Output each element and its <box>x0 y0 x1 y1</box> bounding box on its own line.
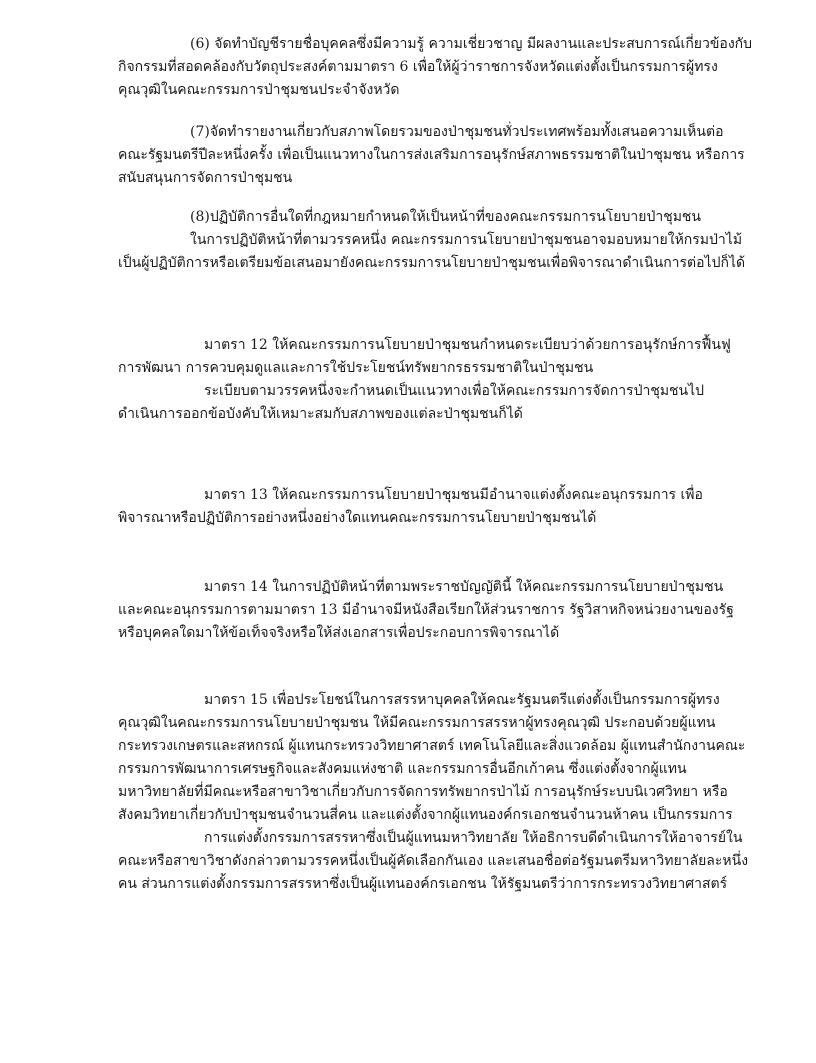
text-line: มหาวิทยาลัยที่มีคณะหรือสาขาวิชาเกี่ยวกับการจัดการทรัพยากรป่าไม้ การอนุรักษ์ระบบนิเวศวิทยา หรือ <box>118 784 728 800</box>
section-12 <box>118 334 758 426</box>
text-line: สนับสนุนการจัดการป่าชุมชน <box>118 170 293 186</box>
text-line: มาตรา 14 ในการปฏิบัติหน้าที่ตามพระราชบัญญัตินี้ ให้คณะกรรมการนโยบายป่าชุมชน <box>204 579 724 595</box>
text-line: พิจารณาหรือปฏิบัติการอย่างหนึ่งอย่างใดแทนคณะกรรมการนโยบายป่าชุมชนได้ <box>118 510 597 526</box>
text-line: และคณะอนุกรรมการตามมาตรา 13 มีอำนาจมีหนังสือเรียกให้ส่วนราชการ รัฐวิสาหกิจหน่วยงานของรัฐ <box>118 602 734 618</box>
section-13 <box>118 484 758 530</box>
text-line: คณะหรือสาขาวิชาดังกล่าวตามวรรคหนึ่งเป็นผู้คัดเลือกกันเอง และเสนอชื่อต่อรัฐมนตรีมหาวิทยาลัยละหนึ่ง <box>118 853 749 869</box>
text-line: เป็นผู้ปฏิบัติการหรือเตรียมข้อเสนอมายังคณะกรรมการนโยบายป่าชุมชนเพื่อพิจารณาดำเนินการต่อไปก็ได้ <box>118 255 746 271</box>
section-14 <box>118 576 758 645</box>
text-line: คณะรัฐมนตรีปีละหนึ่งครั้ง เพื่อเป็นแนวทางในการส่งเสริมการอนุรักษ์สภาพธรรมชาติในป่าชุมชน หรือการ <box>118 147 745 163</box>
text-line: มาตรา 15 เพื่อประโยชน์ในการสรรหาบุคคลให้คณะรัฐมนตรีแต่งตั้งเป็นกรรมการผู้ทรง <box>204 692 720 708</box>
clause-7 <box>118 121 758 190</box>
text-line: ในการปฏิบัติหน้าที่ตามวรรคหนึ่ง คณะกรรมการนโยบายป่าชุมชนอาจมอบหมายให้กรมป่าไม้ <box>190 232 743 248</box>
text-line: ดำเนินการออกข้อบังคับให้เหมาะสมกับสภาพของแต่ละป่าชุมชนก็ได้ <box>118 406 523 422</box>
text-line: คุณวุฒิในคณะกรรมการป่าชุมชนประจำจังหวัด <box>118 82 400 98</box>
text-line: การแต่งตั้งกรรมการสรรหาซึ่งเป็นผู้แทนมหาวิทยาลัย ให้อธิการบดีดำเนินการให้อาจารย์ใน <box>204 830 743 846</box>
text-line: มาตรา 13 ให้คณะกรรมการนโยบายป่าชุมชนมีอำนาจแต่งตั้งคณะอนุกรรมการ เพื่อ <box>204 487 703 503</box>
text-line: มาตรา 12 ให้คณะกรรมการนโยบายป่าชุมชนกำหนดระเบียบว่าด้วยการอนุรักษ์การฟื้นฟู <box>204 337 731 353</box>
text-line: กระทรวงเกษตรและสหกรณ์ ผู้แทนกระทรวงวิทยาศาสตร์ เทคโนโลยีและสิ่งแวดล้อม ผู้แทนสำนักงานคณะ <box>118 738 746 754</box>
section-15 <box>118 689 758 896</box>
text-line: (7)จัดทำรายงานเกี่ยวกับสภาพโดยรวมของป่าชุมชนทั่วประเทศพร้อมทั้งเสนอความเห็นต่อ <box>190 124 724 140</box>
text-line: คุณวุฒิในคณะกรรมการนโยบายป่าชุมชน ให้มีคณะกรรมการสรรหาผู้ทรงคุณวุฒิ ประกอบด้วยผู้แทน <box>118 715 716 731</box>
text-line: การพัฒนา การควบคุมดูแลและการใช้ประโยชน์ทรัพยากรธรรมชาติในป่าชุมชน <box>118 360 594 376</box>
text-line: กิจกรรมที่สอดคล้องกับวัตถุประสงค์ตามมาตรา 6 เพื่อให้ผู้ว่าราชการจังหวัดแต่งตั้งเป็นกรรมการผู้ทรง <box>118 59 718 75</box>
text-line: (8)ปฏิบัติการอื่นใดที่กฎหมายกำหนดให้เป็นหน้าที่ของคณะกรรมการนโยบายป่าชุมชน <box>190 209 701 225</box>
text-line: (6) จัดทำบัญชีรายชื่อบุคคลซึ่งมีความรู้ ความเชี่ยวชาญ มีผลงานและประสบการณ์เกี่ยวข้องกับ <box>190 36 753 52</box>
text-line: คน ส่วนการแต่งตั้งกรรมการสรรหาซึ่งเป็นผู้แทนองค์กรเอกชน ให้รัฐมนตรีว่าการกระทรวงวิทยาศาสตร์ <box>118 876 728 892</box>
clause-8 <box>118 206 758 275</box>
text-line: หรือบุคคลใดมาให้ข้อเท็จจริงหรือให้ส่งเอกสารเพื่อประกอบการพิจารณาได้ <box>118 625 560 641</box>
text-line: สังคมวิทยาเกี่ยวกับป่าชุมชนจำนวนสี่คน และแต่งตั้งจากผู้แทนองค์กรเอกชนจำนวนห้าคน เป็นกรรมการ <box>118 807 733 823</box>
text-line: ระเบียบตามวรรคหนึ่งจะกำหนดเป็นแนวทางเพื่อให้คณะกรรมการจัดการป่าชุมชนไป <box>204 383 705 399</box>
clause-6 <box>118 33 758 102</box>
text-line: กรรมการพัฒนาการเศรษฐกิจและสังคมแห่งชาติ และกรรมการอื่นอีกเก้าคน ซึ่งแต่งตั้งจากผู้แทน <box>118 761 687 777</box>
